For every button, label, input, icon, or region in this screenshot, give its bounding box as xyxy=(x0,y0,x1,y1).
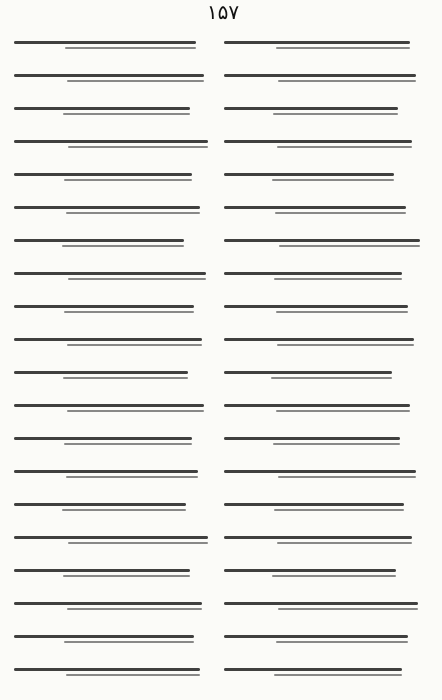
handwriting-stroke xyxy=(224,99,398,119)
handwriting-stroke xyxy=(14,462,198,482)
handwriting-stroke xyxy=(14,165,192,185)
handwriting-stroke xyxy=(224,132,412,152)
manuscript-line xyxy=(14,92,218,125)
right-column xyxy=(224,26,428,692)
handwriting-stroke xyxy=(14,594,202,614)
handwriting-stroke xyxy=(14,363,188,383)
page-number: ۱۵۷ xyxy=(206,0,240,24)
handwriting-stroke xyxy=(224,660,402,680)
handwriting-stroke xyxy=(14,66,204,86)
manuscript-line xyxy=(224,620,428,653)
manuscript-line xyxy=(14,389,218,422)
manuscript-line xyxy=(14,26,218,59)
handwriting-stroke xyxy=(224,66,416,86)
handwriting-stroke xyxy=(14,33,196,53)
manuscript-line xyxy=(224,158,428,191)
handwriting-stroke xyxy=(14,660,200,680)
manuscript-line xyxy=(224,59,428,92)
handwriting-stroke xyxy=(224,561,396,581)
manuscript-line xyxy=(14,455,218,488)
manuscript-line xyxy=(224,257,428,290)
handwriting-stroke xyxy=(224,330,414,350)
manuscript-line xyxy=(224,422,428,455)
manuscript-line xyxy=(14,488,218,521)
manuscript-line xyxy=(14,620,218,653)
manuscript-line xyxy=(224,488,428,521)
handwriting-stroke xyxy=(14,396,204,416)
manuscript-line xyxy=(14,323,218,356)
manuscript-line xyxy=(224,125,428,158)
manuscript-line xyxy=(224,290,428,323)
manuscript-line xyxy=(224,323,428,356)
manuscript-line xyxy=(14,422,218,455)
manuscript-line xyxy=(14,125,218,158)
manuscript-line xyxy=(224,587,428,620)
manuscript-line xyxy=(14,59,218,92)
handwriting-stroke xyxy=(14,429,192,449)
handwriting-stroke xyxy=(14,561,190,581)
manuscript-line xyxy=(224,356,428,389)
manuscript-line xyxy=(224,92,428,125)
handwriting-stroke xyxy=(224,363,392,383)
handwriting-stroke xyxy=(14,627,194,647)
handwriting-stroke xyxy=(224,264,402,284)
manuscript-line xyxy=(224,191,428,224)
manuscript-line xyxy=(14,587,218,620)
handwriting-stroke xyxy=(224,396,410,416)
manuscript-line xyxy=(14,521,218,554)
handwriting-stroke xyxy=(224,495,404,515)
handwriting-stroke xyxy=(224,198,406,218)
manuscript-line xyxy=(224,224,428,257)
handwriting-stroke xyxy=(224,33,410,53)
handwriting-stroke xyxy=(224,231,420,251)
manuscript-line xyxy=(14,290,218,323)
handwriting-stroke xyxy=(224,594,418,614)
handwriting-stroke xyxy=(14,99,190,119)
left-column xyxy=(14,26,218,692)
manuscript-line xyxy=(14,653,218,686)
manuscript-line xyxy=(14,191,218,224)
handwriting-stroke xyxy=(14,264,206,284)
handwriting-stroke xyxy=(14,231,184,251)
handwriting-stroke xyxy=(14,297,194,317)
handwriting-stroke xyxy=(14,198,200,218)
handwriting-stroke xyxy=(224,429,400,449)
handwriting-stroke xyxy=(224,627,408,647)
handwriting-stroke xyxy=(224,462,416,482)
handwriting-stroke xyxy=(14,528,208,548)
manuscript-line xyxy=(14,257,218,290)
manuscript-line xyxy=(224,455,428,488)
manuscript-line xyxy=(224,554,428,587)
handwriting-stroke xyxy=(224,165,394,185)
manuscript-line xyxy=(14,554,218,587)
handwriting-stroke xyxy=(14,495,186,515)
handwriting-stroke xyxy=(14,132,208,152)
handwriting-stroke xyxy=(224,297,408,317)
manuscript-line xyxy=(224,389,428,422)
manuscript-line xyxy=(14,158,218,191)
handwriting-stroke xyxy=(224,528,412,548)
manuscript-line xyxy=(14,224,218,257)
manuscript-line xyxy=(224,653,428,686)
manuscript-line xyxy=(224,521,428,554)
manuscript-line xyxy=(224,26,428,59)
handwriting-stroke xyxy=(14,330,202,350)
manuscript-line xyxy=(14,356,218,389)
